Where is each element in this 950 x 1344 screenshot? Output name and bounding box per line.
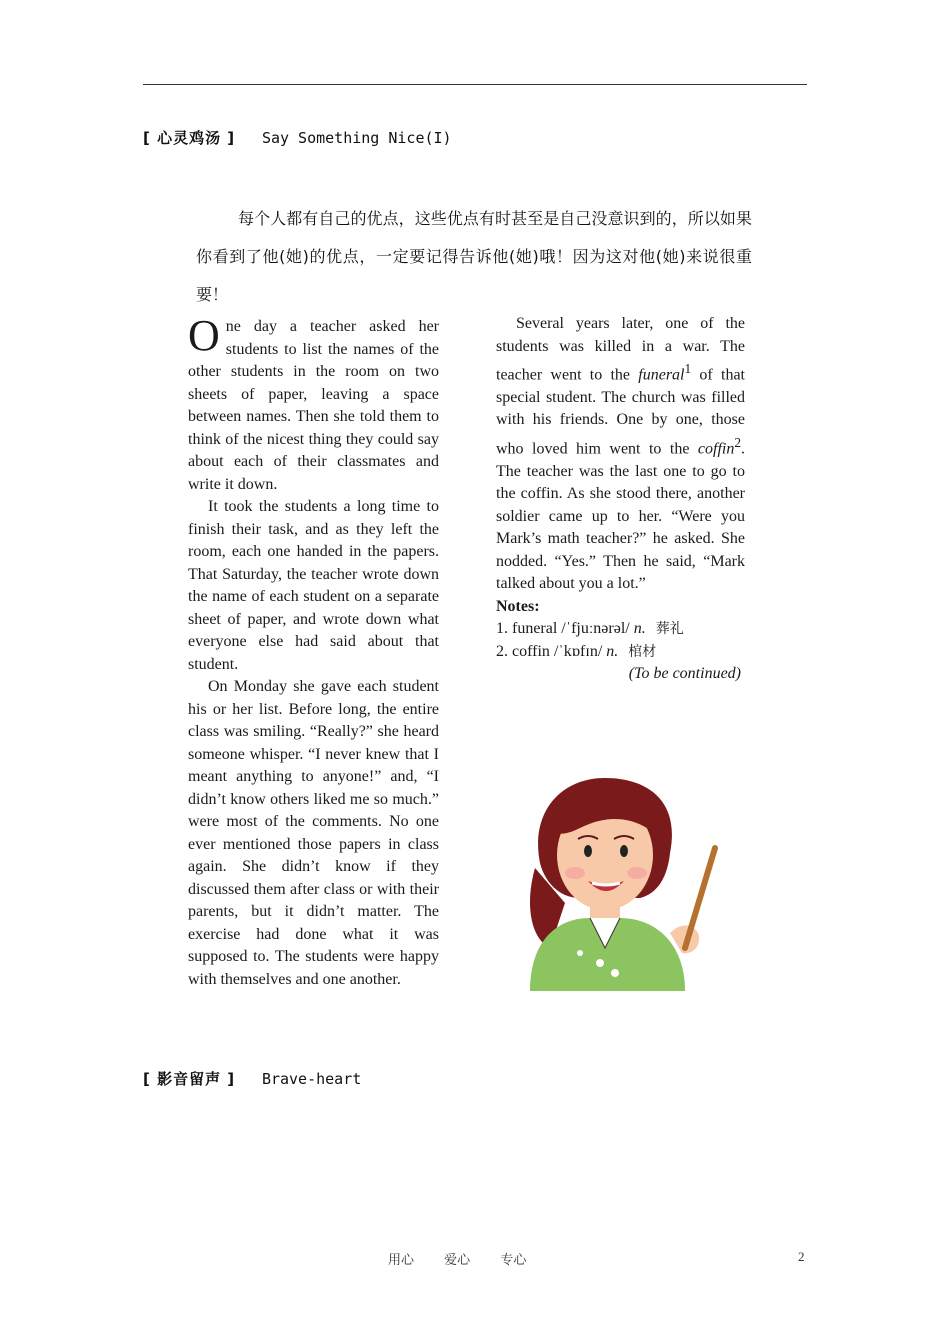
story-paragraph-4c: . The teacher was the last one to go to the coffin. As she stood there, another soldier came up to her. “Were you Mark’s math teacher?” he asked. She nodded. “Yes.” Then he said, “Mark talked about you a lot.” xyxy=(496,440,745,593)
note-pos: n. xyxy=(633,620,646,638)
header-rule xyxy=(143,84,807,85)
story-column-right xyxy=(496,313,745,686)
footer-word: 专心 xyxy=(500,1253,527,1268)
footer-word: 用心 xyxy=(388,1253,415,1268)
intro-paragraph: 每个人都有自己的优点，这些优点有时甚至是自己没意识到的，所以如果你看到了他(她)的优点，一定要记得告诉他(她)哦！因为这对他(她)来说很重要！ xyxy=(196,209,752,304)
note-translation: 葬礼 xyxy=(655,621,684,638)
word-funeral: funeral xyxy=(638,366,685,384)
section-title: Say Something Nice(I) xyxy=(261,129,452,147)
note-text: 1. funeral /ˈfjuːnərəl/ xyxy=(496,620,630,638)
to-be-continued: (To be continued) xyxy=(628,665,741,683)
section-label: [ 心灵鸡汤 ] xyxy=(143,129,236,147)
word-coffin: coffin xyxy=(697,440,735,458)
footer-word: 爱心 xyxy=(444,1253,471,1268)
story-column-left xyxy=(188,311,439,988)
note-item xyxy=(496,618,745,641)
section-heading-soup xyxy=(143,127,452,148)
teacher-illustration xyxy=(520,773,720,991)
page-number: 2 xyxy=(798,1249,805,1264)
story-paragraph-1: ne day a teacher asked her students to list the names of the other students in the room on two sheets of paper, leaving a space between names. Then she told them to think of the nicest thing they could say about each of their classmates and write it down. xyxy=(188,318,439,493)
section-heading-av xyxy=(143,1068,361,1089)
notes-heading: Notes: xyxy=(496,597,540,615)
note-translation: 棺材 xyxy=(628,643,657,660)
footer-motto xyxy=(388,1249,552,1268)
note-item xyxy=(496,641,745,664)
story-paragraph-4b: of that special student. The church was filled with his friends. One by one, those who loved him went to the xyxy=(496,366,745,458)
footnote-mark-1: 1 xyxy=(684,361,692,376)
footnote-mark-2: 2 xyxy=(734,434,741,450)
note-text: 2. coffin /ˈkɒfɪn/ xyxy=(496,642,603,660)
note-pos: n. xyxy=(606,642,619,660)
story-paragraph-4a: Several years later, one of the students was killed in a war. The teacher went to the xyxy=(496,315,745,384)
story-paragraph-3: On Monday she gave each student his or her list. Before long, the entire class was smiling. “Really?” she heard someone whisper. “I never knew that I meant anything to anyone!” and, “I didn’t know others liked me so much.” were most of the comments. No one ever mentioned those papers in class again. She didn’t know if they discussed them after class or with their parents, but it didn’t matter. The exercise had done what it was supposed to. The students were happy with themselves and one another. xyxy=(188,678,439,988)
section-title: Brave-heart xyxy=(261,1070,362,1088)
section-label: [ 影音留声 ] xyxy=(143,1070,236,1088)
drop-cap: O xyxy=(188,311,220,360)
story-paragraph-2: It took the students a long time to finish their task, and as they left the room, each one handed in the papers. That Saturday, the teacher wrote down the name of each student on a separate sheet of paper, and wrote down what everyone else had said about that student. xyxy=(188,498,439,673)
